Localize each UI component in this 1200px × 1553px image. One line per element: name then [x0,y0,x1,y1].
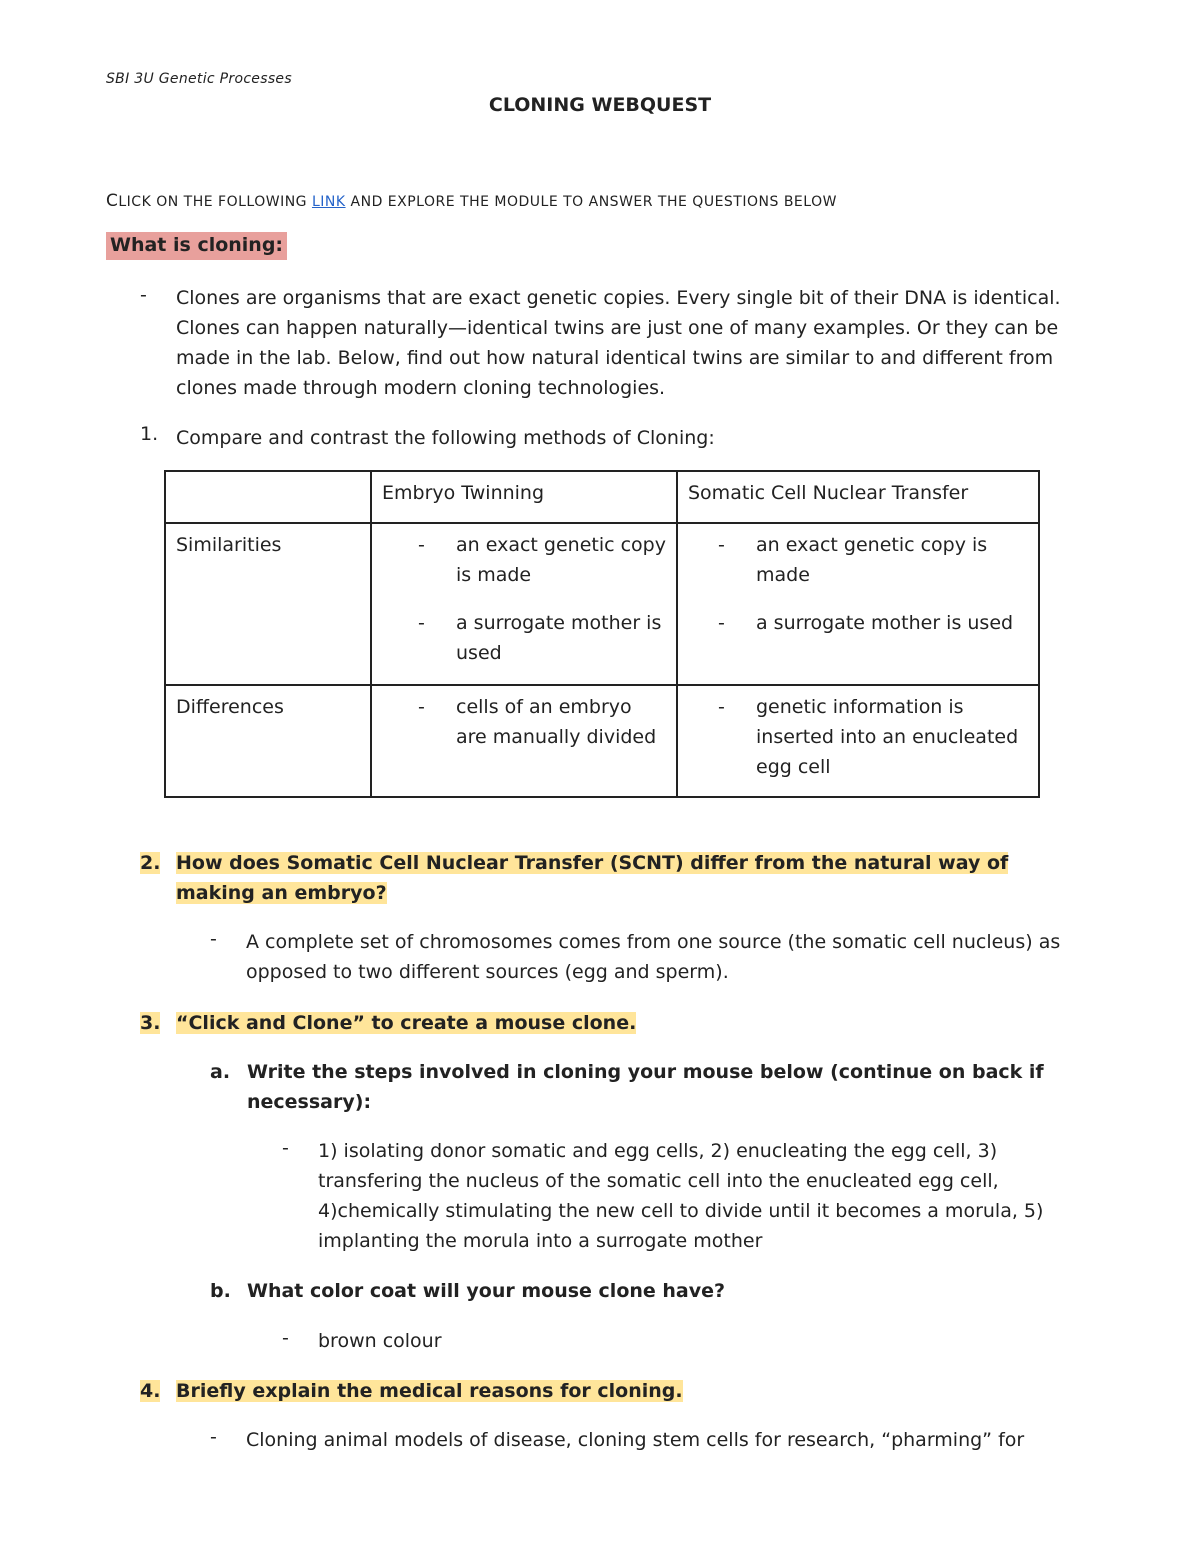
answer-text: brown colour [318,1330,442,1352]
table-header-row [165,471,1039,523]
list-item: - a surrogate mother is used [418,612,662,664]
comparison-table [164,470,1040,798]
answer-text: A complete set of chromosomes comes from one source (the somatic cell nucleus) as opposed to two different sources (egg and sperm). [246,931,1061,983]
question-text: Briefly explain the medical reasons for cloning. [176,1380,683,1402]
list-item: - cells of an embryo are manually divided [418,696,657,748]
subquestion-text: What color coat will your mouse clone have? [247,1280,726,1302]
instruction-initial: C [106,191,119,211]
table-cell [677,523,1039,685]
answer-text: Cloning animal models of disease, cloning stem cells for research, “pharming” for [246,1429,1025,1451]
list-item: - a surrogate mother is used [718,612,1014,634]
table-row [165,523,1039,685]
table-header-cell: Somatic Cell Nuclear Transfer [677,471,1039,523]
row-label: Differences [165,685,371,797]
subquestion-text: Write the steps involved in cloning your mouse below (continue on back if necessary): [247,1061,1044,1113]
table-row [165,685,1039,797]
section-heading: What is cloning: [106,234,287,256]
question-number: 1. [140,423,159,445]
bullet-dash: - [140,284,147,306]
table-header-cell [165,471,371,523]
list-item: - genetic information is inserted into an enucleated egg cell [718,696,1019,778]
subquestion-label: a. [210,1061,231,1083]
question-number: 2. [140,852,161,874]
question-number: 4. [140,1380,161,1402]
document-title: CLONING WEBQUEST [488,94,712,116]
bullet-dash: - [282,1327,289,1349]
subquestion-label: b. [210,1280,231,1302]
question-text: How does Somatic Cell Nuclear Transfer (SCNT) differ from the natural way of making an embryo? [176,852,1009,904]
question-text: Compare and contrast the following methods of Cloning: [176,427,715,449]
bullet-dash: - [210,928,217,950]
table-cell [371,523,677,685]
bullet-dash: - [282,1137,289,1159]
table-cell [371,685,677,797]
module-link[interactable]: LINK [311,194,346,210]
table-header-cell: Embryo Twinning [371,471,677,523]
instruction-pre: LICK ON THE FOLLOWING [118,194,312,210]
course-header: SBI 3U Genetic Processes [106,71,292,87]
list-item: - an exact genetic copy is made [418,534,666,586]
instruction-line [106,191,837,211]
instruction-post: AND EXPLORE THE MODULE TO ANSWER THE QUESTIONS BELOW [345,194,837,210]
row-label: Similarities [165,523,371,685]
question-number: 3. [140,1012,161,1034]
bullet-dash: - [210,1426,217,1448]
list-item: - an exact genetic copy is made [718,534,988,586]
table-cell [677,685,1039,797]
answer-text: 1) isolating donor somatic and egg cells, 2) enucleating the egg cell, 3) transfering the nucleus of the somatic cell into the enucleated egg cell, 4)chemically stimulating the new cell to divide until it becomes a morula, 5) implanting the morula into a surrogate mother [318,1140,1044,1252]
cloning-definition: Clones are organisms that are exact genetic copies. Every single bit of their DNA is identical. Clones can happen naturally—identical twins are just one of many examples. Or they can be made in the lab. Below, find out how natural identical twins are similar to and different from clones made through modern cloning technologies. [176,287,1061,399]
question-text: “Click and Clone” to create a mouse clone. [176,1012,637,1034]
